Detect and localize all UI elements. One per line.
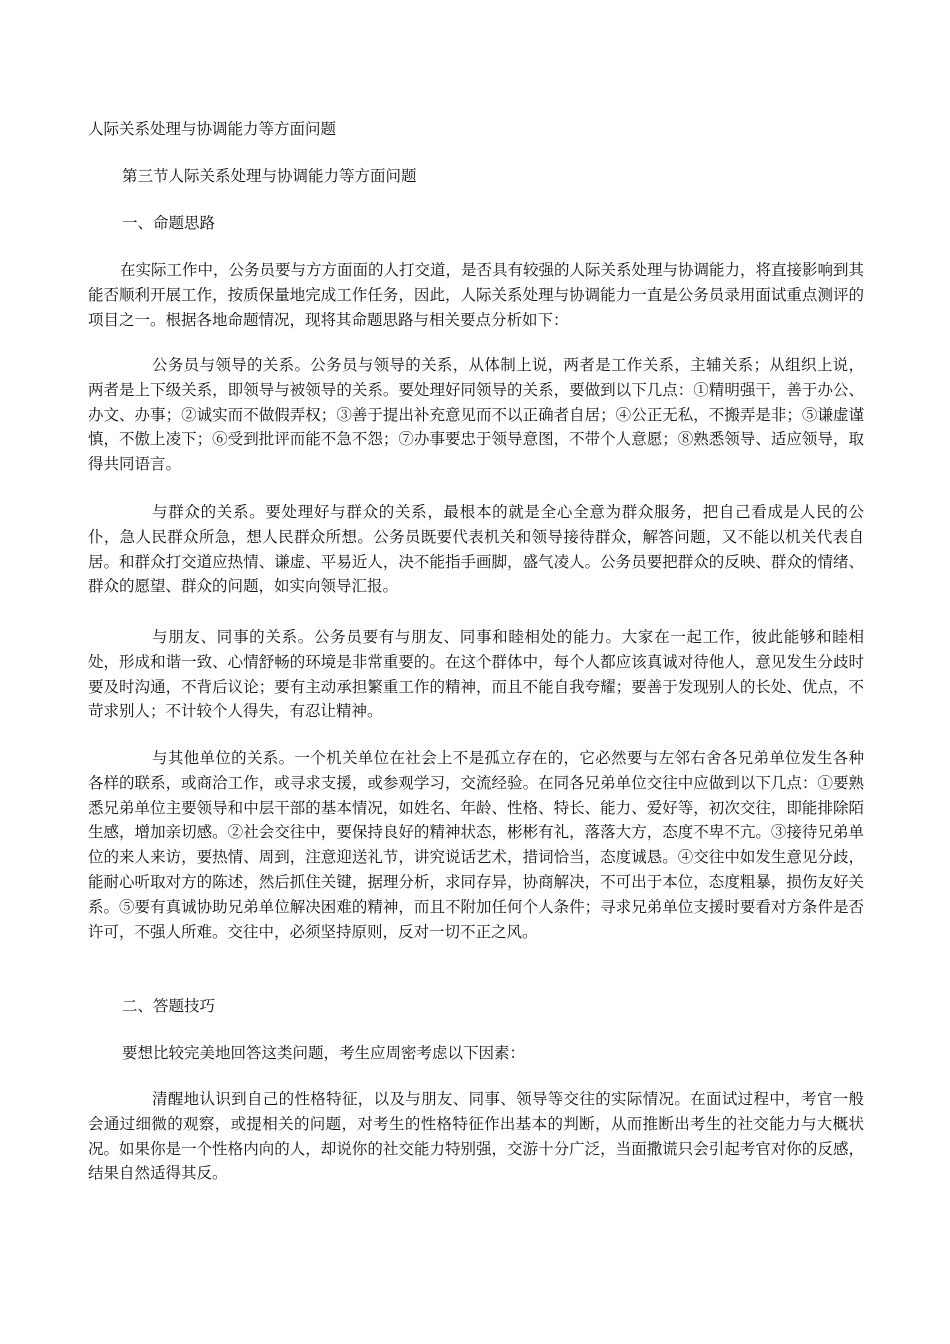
paragraph-colleagues: 与朋友、同事的关系。公务员要有与朋友、同事和睦相处的能力。大家在一起工作，彼此能够和睦相处，形成和谐一致、心情舒畅的环境是非常重要的。在这个群体中，每个人都应该真诚对待他人，意见发生分歧时要及时沟通，不背后议论；要有主动承担繁重工作的精神，而且不能自我夸耀；要善于发现别人的长处、优点，不苛求别人；不计较个人得失，有忍让精神。 bbox=[88, 628, 864, 721]
document-title: 人际关系处理与协调能力等方面问题 bbox=[88, 120, 337, 138]
paragraph-self-awareness: 清醒地认识到自己的性格特征，以及与朋友、同事、领导等交往的实际情况。在面试过程中，考官一般会通过细微的观察，或提相关的问题，对考生的性格特征作出基本的判断，从而推断出考生的社交能力与大概状况。如果你是一个性格内向的人，却说你的社交能力特别强，交游十分广泛，当面撒谎只会引起考官对你的反感，结果自然适得其反。 bbox=[88, 1090, 864, 1183]
heading-thinking: 一、命题思路 bbox=[122, 214, 216, 232]
tips-intro: 要想比较完美地回答这类问题，考生应周密考虑以下因素： bbox=[122, 1044, 526, 1062]
paragraph-intro: 在实际工作中，公务员要与方方面面的人打交道，是否具有较强的人际关系处理与协调能力，将直接影响到其能否顺利开展工作，按质保量地完成工作任务，因此，人际关系处理与协调能力一直是公务员录用面试重点测评的项目之一。根据各地命题情况，现将其命题思路与相关要点分析如下： bbox=[88, 261, 865, 329]
heading-tips: 二、答题技巧 bbox=[122, 997, 216, 1015]
section-heading: 第三节人际关系处理与协调能力等方面问题 bbox=[122, 167, 417, 185]
paragraph-masses: 与群众的关系。要处理好与群众的关系，最根本的就是全心全意为群众服务，把自己看成是人民的公仆，急人民群众所急，想人民群众所想。公务员既要代表机关和领导接待群众，解答问题，又不能以机关代表自居。和群众打交道应热情、谦虚、平易近人，决不能指手画脚，盛气凌人。公务员要把群众的反映、群众的情绪、群众的愿望、群众的问题，如实向领导汇报。 bbox=[88, 503, 864, 596]
paragraph-leaders: 公务员与领导的关系。公务员与领导的关系，从体制上说，两者是工作关系，主辅关系；从组织上说，两者是上下级关系，即领导与被领导的关系。要处理好同领导的关系，要做到以下几点：①精明强干，善于办公、办文、办事；②诚实而不做假弄权；③善于提出补充意见而不以正确者自居；④公正无私，不搬弄是非；⑤谦虚谨慎，不傲上凌下；⑥受到批评而能不急不怨；⑦办事要忠于领导意图，不带个人意愿；⑧熟悉领导、适应领导，取得共同语言。 bbox=[88, 356, 864, 474]
paragraph-units: 与其他单位的关系。一个机关单位在社会上不是孤立存在的，它必然要与左邻右舍各兄弟单位发生各种各样的联系，或商洽工作，或寻求支援，或参观学习，交流经验。在同各兄弟单位交往中应做到以下几点：①要熟悉兄弟单位主要领导和中层干部的基本情况，如姓名、年龄、性格、特长、能力、爱好等，初次交往，即能排除陌生感，增加亲切感。②社会交往中，要保持良好的精神状态，彬彬有礼，落落大方，态度不卑不亢。③接待兄弟单位的来人来访，要热情、周到，注意迎送礼节，讲究说话艺术，措词恰当，态度诚恳。④交往中如发生意见分歧，能耐心听取对方的陈述，然后抓住关键，据理分析，求同存异，协商解决，不可出于本位，态度粗暴，损伤友好关系。⑤要有真诚协助兄弟单位解决困难的精神，而且不附加任何个人条件；寻求兄弟单位支援时要看对方条件是否许可，不强人所难。交往中，必须坚持原则，反对一切不正之风。 bbox=[88, 749, 864, 941]
